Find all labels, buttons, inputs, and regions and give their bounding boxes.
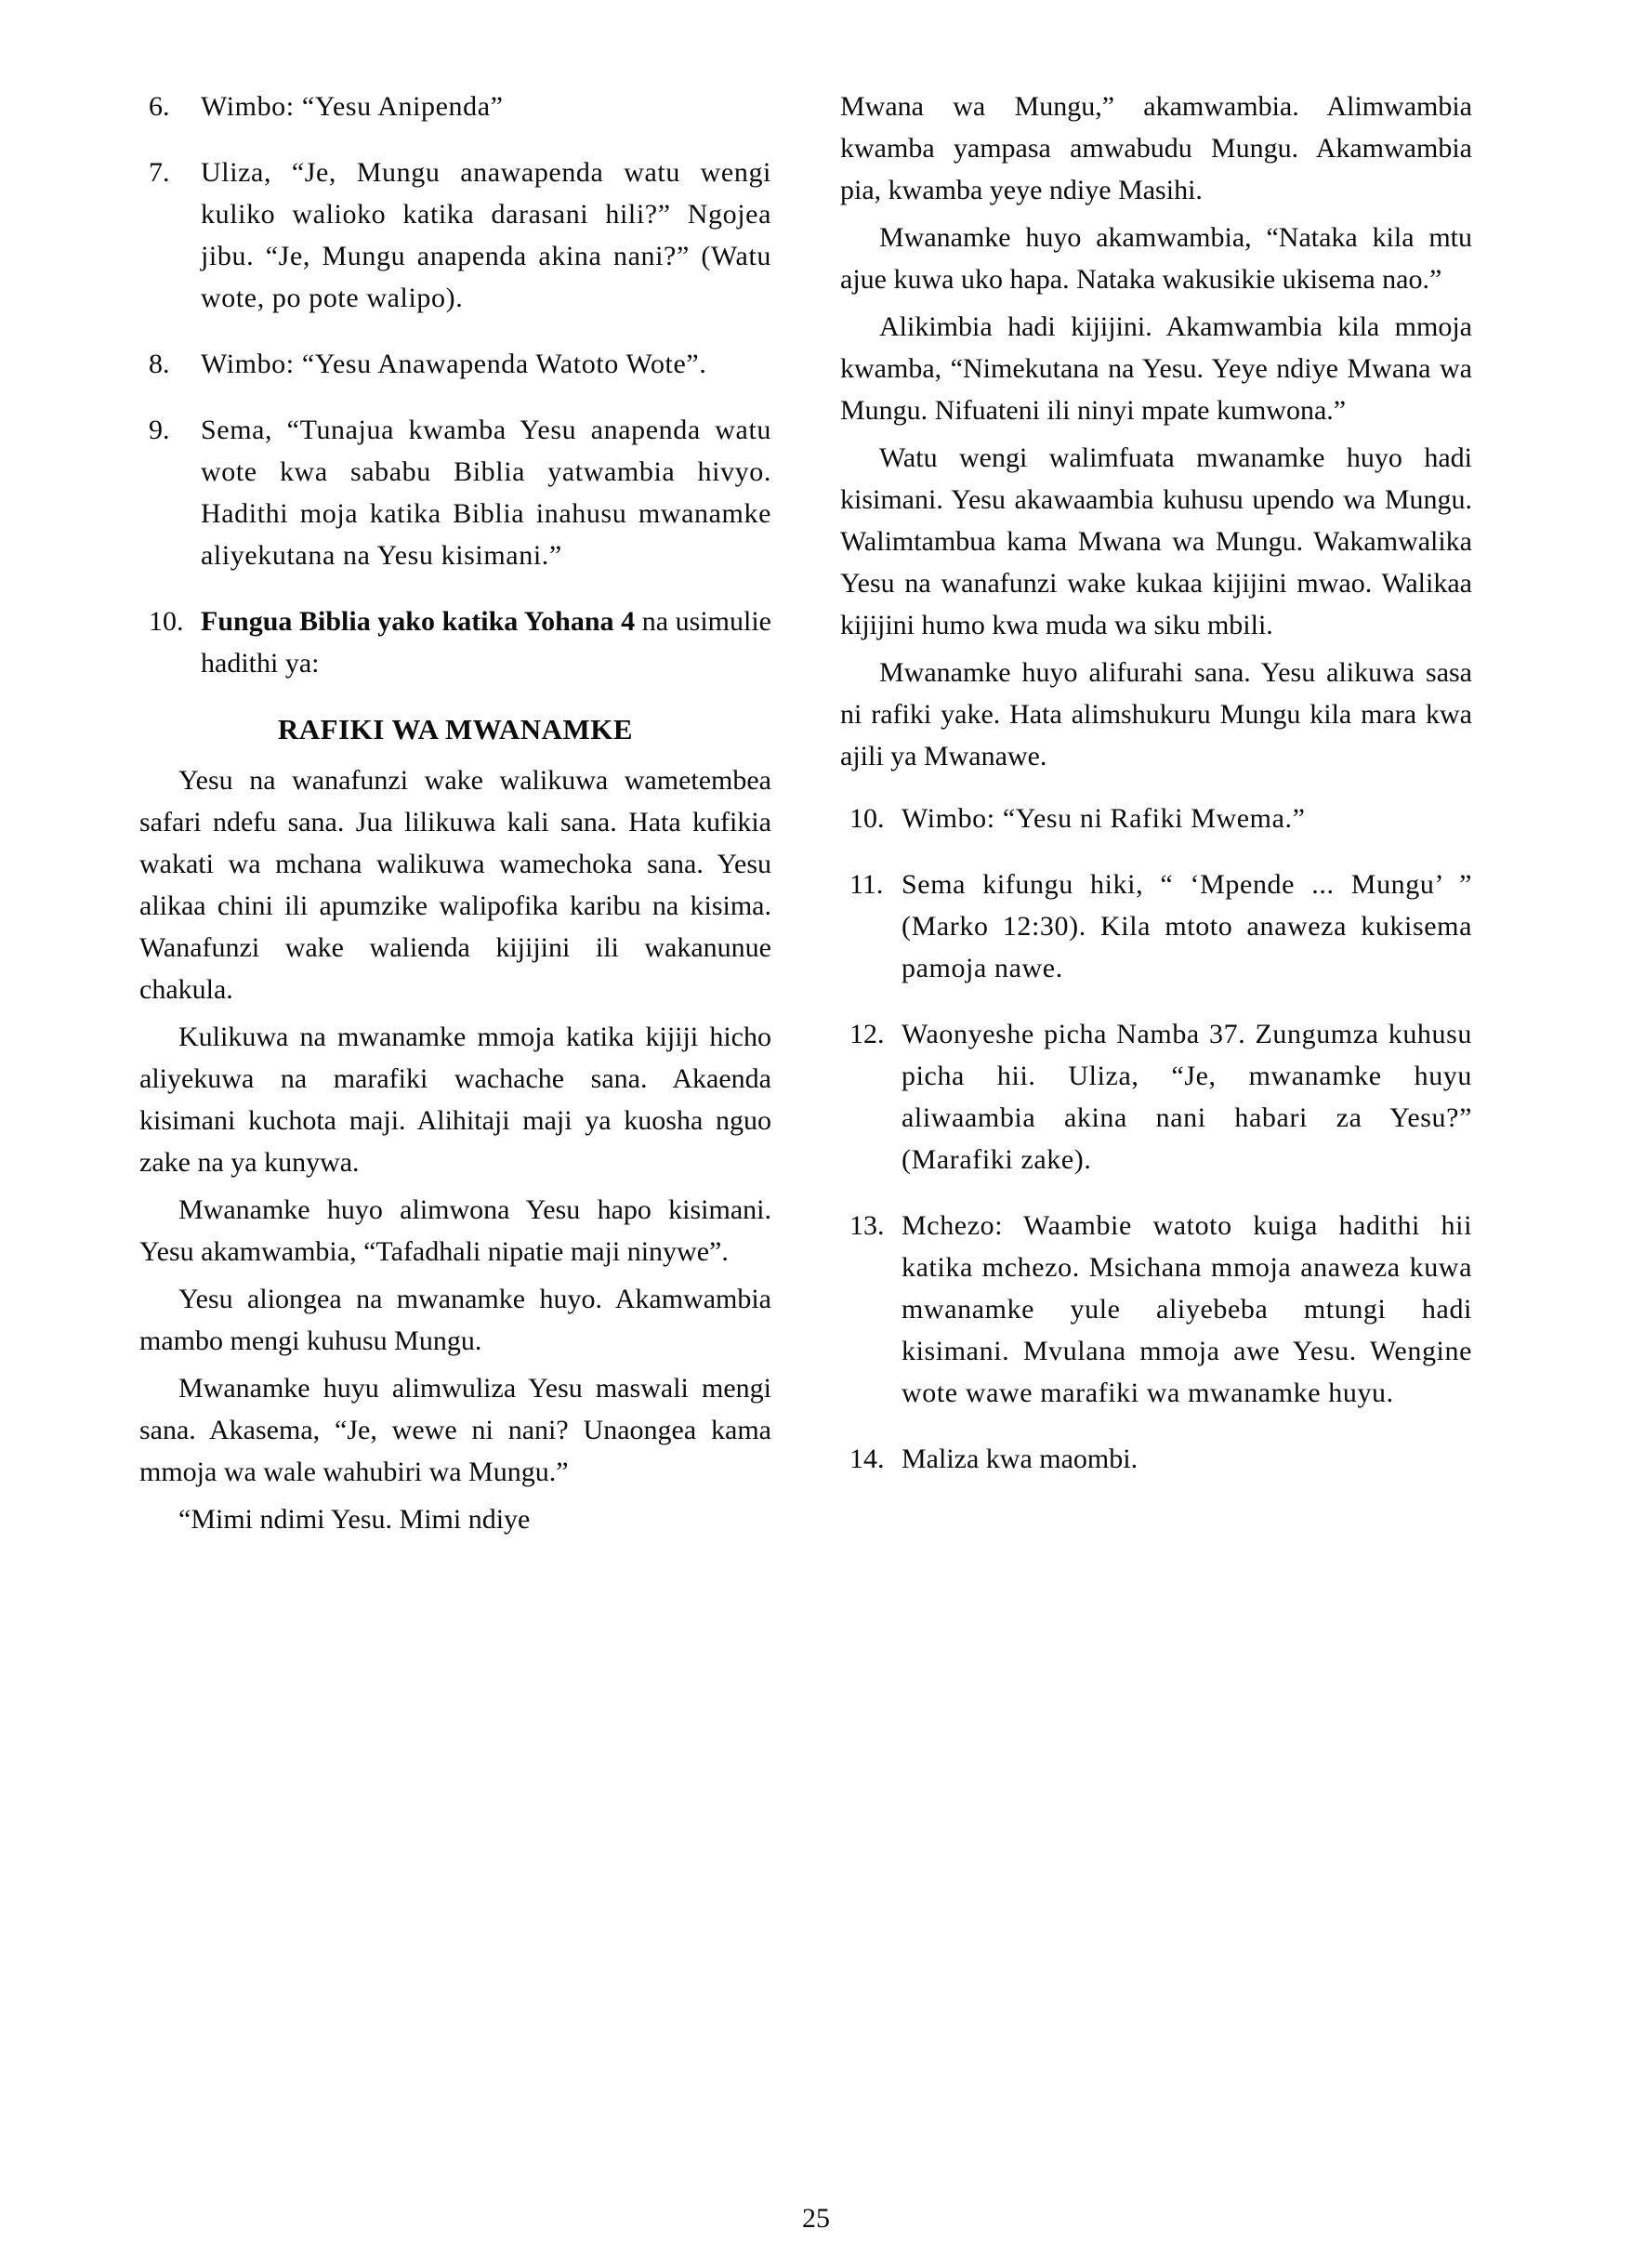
list-item [139, 86, 771, 127]
story-subheading: RAFIKI WA MWANAMKE [277, 713, 634, 745]
list-item [139, 343, 771, 385]
list-item-rest-text: na usimulie hadithi ya: [201, 606, 771, 679]
list-item-number: 10. [149, 606, 184, 637]
story-paragraph: Mwanamke huyo alimwona Yesu hapo kisimani. Yesu akamwambia, “Tafadhali nipatie maji ninywe”. [139, 1194, 771, 1267]
list-item-bold-text: Fungua Biblia yako katika Yohana 4 [201, 606, 636, 637]
list-item-number: 13. [849, 1210, 885, 1241]
list-item-10 [139, 600, 771, 684]
list-item [840, 1205, 1472, 1414]
story-paragraph: Mwana wa Mungu,” akamwambia. Alimwambia kwamba yampasa amwabudu Mungu. Akamwambia pia, kwamba yeye ndiye Masihi. [840, 91, 1472, 205]
story-paragraph: Yesu na wanafunzi wake walikuwa wametembea safari ndefu sana. Jua lilikuwa kali sana. Hata kufikia wakati wa mchana walikuwa wamechoka sana. Yesu alikaa chini ili apumzike walipofika karibu na kisima. Wanafunzi wake walienda kijijini ili wakanunue chakula. [139, 765, 771, 1005]
list-item [139, 152, 771, 319]
list-item-number: 11. [849, 869, 884, 900]
list-item-number: 10. [849, 803, 885, 834]
list-item-text: Uliza, “Je, Mungu anawapenda watu wengi kuliko walioko katika darasani hili?” Ngojea jibu. “Je, Mungu anapenda akina nani?” (Watu wote, po pote walipo). [201, 157, 771, 313]
list-item-number: 8. [149, 349, 170, 379]
list-item-text: Wimbo: “Yesu Anipenda” [201, 91, 504, 122]
list-item-number: 9. [149, 415, 170, 445]
list-item-text: Sema kifungu hiki, “ ‘Mpende ... Mungu’ ” (Marko 12:30). Kila mtoto anaweza kukisema pamoja nawe. [902, 869, 1472, 983]
story-paragraph: Kulikuwa na mwanamke mmoja katika kijiji hicho aliyekuwa na marafiki wachache sana. Akaenda kisimani kuchota maji. Alihitaji maji ya kuosha nguo zake na ya kunywa. [139, 1022, 771, 1178]
list-item-number: 12. [849, 1019, 885, 1049]
list-item-text: Mchezo: Waambie watoto kuiga hadithi hii katika mchezo. Msichana mmoja anaweza kuwa mwanamke yule aliyebeba mtungi hadi kisimani. Mvulana mmoja awe Yesu. Wengine wote wawe marafiki wa mwanamke huyu. [902, 1210, 1472, 1408]
two-column-layout [139, 86, 1493, 1546]
list-item-text: Maliza kwa maombi. [902, 1444, 1138, 1474]
story-paragraph: Mwanamke huyo akamwambia, “Nataka kila mtu ajue kuwa uko hapa. Nataka wakusikie ukisema nao.” [840, 222, 1472, 295]
list-item [840, 1438, 1472, 1480]
story-paragraph: Alikimbia hadi kijijini. Akamwambia kila mmoja kwamba, “Nimekutana na Yesu. Yeye ndiye Mwana wa Mungu. Nifuateni ili ninyi mpate kumwona.” [840, 311, 1472, 426]
left-column [139, 86, 771, 1546]
page-number: 25 [802, 2203, 830, 2234]
story-paragraph-continued: “Mimi ndimi Yesu. Mimi ndiye [178, 1504, 531, 1535]
story-paragraph: Yesu aliongea na mwanamke huyo. Akamwambia mambo mengi kuhusu Mungu. [139, 1284, 771, 1356]
list-item-text [201, 600, 771, 684]
list-item-text: Wimbo: “Yesu ni Rafiki Mwema.” [902, 803, 1306, 834]
list-item-number: 14. [849, 1444, 885, 1474]
story-paragraph: Mwanamke huyu alimwuliza Yesu maswali mengi sana. Akasema, “Je, wewe ni nani? Unaongea kama mmoja wa wale wahubiri wa Mungu.” [139, 1373, 771, 1487]
story-paragraph: Mwanamke huyo alifurahi sana. Yesu alikuwa sasa ni rafiki yake. Hata alimshukuru Mungu kila mara kwa ajili ya Mwanawe. [840, 657, 1472, 771]
list-item [840, 864, 1472, 989]
list-item-text: Wimbo: “Yesu Anawapenda Watoto Wote”. [201, 349, 707, 379]
list-item-text: Waonyeshe picha Namba 37. Zungumza kuhusu picha hii. Uliza, “Je, mwanamke huyu aliwaambia akina nani habari za Yesu?” (Marafiki zake). [902, 1019, 1472, 1175]
list-item [139, 409, 771, 576]
right-column [840, 86, 1472, 1504]
list-item-number: 7. [149, 157, 170, 188]
list-item [840, 1013, 1472, 1180]
list-item-text: Sema, “Tunajua kwamba Yesu anapenda watu wote kwa sababu Biblia yatwambia hivyo. Hadithi moja katika Biblia inahusu mwanamke aliyekutana na Yesu kisimani.” [201, 415, 771, 571]
story-paragraph: Watu wengi walimfuata mwanamke huyo hadi kisimani. Yesu akawaambia kuhusu upendo wa Mungu. Walimtambua kama Mwana wa Mungu. Wakamwalika Yesu na wanafunzi wake kukaa kijijini mwao. Walikaa kijijini humo kwa muda wa siku mbili. [840, 442, 1472, 640]
list-item [840, 798, 1472, 839]
list-item-number: 6. [149, 91, 170, 122]
